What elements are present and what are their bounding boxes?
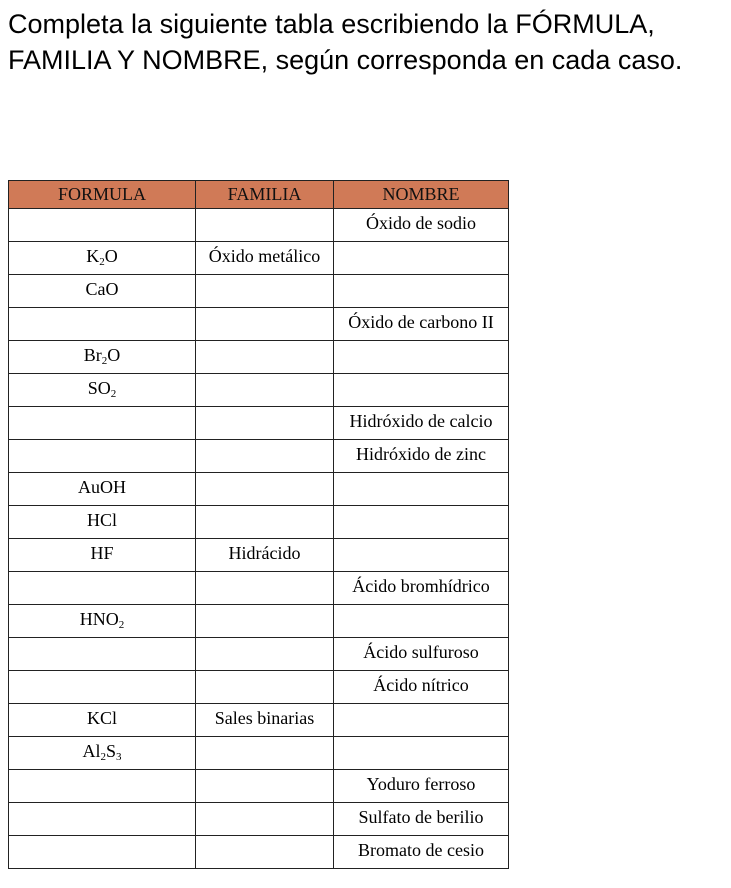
nombre-cell[interactable]	[334, 242, 509, 275]
table-row	[9, 209, 509, 242]
nombre-cell[interactable]: Sulfato de berilio	[334, 803, 509, 836]
nombre-cell[interactable]: Hidróxido de calcio	[334, 407, 509, 440]
table-body	[9, 209, 509, 869]
formula-cell[interactable]: $Al_2S_3$	[9, 737, 196, 770]
familia-cell[interactable]: Sales binarias	[196, 704, 334, 737]
formula-cell[interactable]: $Br_2O$	[9, 341, 196, 374]
formula-cell[interactable]	[9, 638, 196, 671]
familia-cell[interactable]	[196, 209, 334, 242]
familia-cell[interactable]	[196, 473, 334, 506]
familia-cell[interactable]: Hidrácido	[196, 539, 334, 572]
nombre-cell[interactable]	[334, 341, 509, 374]
table-row	[9, 704, 509, 737]
familia-cell[interactable]	[196, 275, 334, 308]
formula-cell[interactable]	[9, 209, 196, 242]
nombre-cell[interactable]: Yoduro ferroso	[334, 770, 509, 803]
nombre-cell[interactable]: Hidróxido de zinc	[334, 440, 509, 473]
formula-cell[interactable]	[9, 803, 196, 836]
familia-cell[interactable]	[196, 374, 334, 407]
table-row	[9, 242, 509, 275]
chemistry-table	[8, 180, 509, 869]
nombre-cell[interactable]: Ácido bromhídrico	[334, 572, 509, 605]
table-row	[9, 836, 509, 869]
formula-cell[interactable]: AuOH	[9, 473, 196, 506]
nombre-cell[interactable]	[334, 506, 509, 539]
formula-cell[interactable]: $SO_2$	[9, 374, 196, 407]
table-row	[9, 803, 509, 836]
table-row	[9, 341, 509, 374]
formula-cell[interactable]: CaO	[9, 275, 196, 308]
formula-cell[interactable]	[9, 440, 196, 473]
familia-cell[interactable]	[196, 605, 334, 638]
familia-cell[interactable]	[196, 638, 334, 671]
formula-cell[interactable]	[9, 572, 196, 605]
table-row	[9, 539, 509, 572]
familia-cell[interactable]	[196, 572, 334, 605]
nombre-cell[interactable]: Óxido de sodio	[334, 209, 509, 242]
familia-cell[interactable]	[196, 407, 334, 440]
nombre-cell[interactable]: Bromato de cesio	[334, 836, 509, 869]
nombre-cell[interactable]	[334, 737, 509, 770]
table-row	[9, 374, 509, 407]
table-row	[9, 770, 509, 803]
familia-cell[interactable]	[196, 671, 334, 704]
nombre-cell[interactable]	[334, 374, 509, 407]
familia-cell[interactable]: Óxido metálico	[196, 242, 334, 275]
instructions-text: Completa la siguiente tabla escribiendo la FÓRMULA, FAMILIA Y NOMBRE, según corresponda en cada caso.	[8, 9, 683, 75]
formula-cell[interactable]	[9, 836, 196, 869]
formula-cell[interactable]	[9, 407, 196, 440]
formula-cell[interactable]	[9, 308, 196, 341]
nombre-cell[interactable]: Óxido de carbono II	[334, 308, 509, 341]
familia-cell[interactable]	[196, 770, 334, 803]
header-row	[9, 181, 509, 209]
familia-cell[interactable]	[196, 803, 334, 836]
formula-cell[interactable]: HCl	[9, 506, 196, 539]
familia-cell[interactable]	[196, 836, 334, 869]
formula-cell[interactable]: $K_2O$	[9, 242, 196, 275]
table-row	[9, 275, 509, 308]
table-row	[9, 308, 509, 341]
table-row	[9, 605, 509, 638]
table-row	[9, 506, 509, 539]
formula-cell[interactable]	[9, 671, 196, 704]
familia-cell[interactable]	[196, 308, 334, 341]
formula-cell[interactable]: $HNO_2$	[9, 605, 196, 638]
familia-cell[interactable]	[196, 440, 334, 473]
header-familia: FAMILIA	[196, 181, 334, 209]
nombre-cell[interactable]	[334, 275, 509, 308]
formula-cell[interactable]: HF	[9, 539, 196, 572]
familia-cell[interactable]	[196, 737, 334, 770]
formula-cell[interactable]	[9, 770, 196, 803]
nombre-cell[interactable]	[334, 473, 509, 506]
table-row	[9, 572, 509, 605]
familia-cell[interactable]	[196, 506, 334, 539]
table-row	[9, 440, 509, 473]
nombre-cell[interactable]	[334, 539, 509, 572]
familia-cell[interactable]	[196, 341, 334, 374]
nombre-cell[interactable]: Ácido sulfuroso	[334, 638, 509, 671]
table-row	[9, 671, 509, 704]
nombre-cell[interactable]: Ácido nítrico	[334, 671, 509, 704]
header-formula: FORMULA	[9, 181, 196, 209]
header-nombre: NOMBRE	[334, 181, 509, 209]
table-row	[9, 473, 509, 506]
table-row	[9, 737, 509, 770]
nombre-cell[interactable]	[334, 605, 509, 638]
formula-cell[interactable]: KCl	[9, 704, 196, 737]
nombre-cell[interactable]	[334, 704, 509, 737]
table-row	[9, 638, 509, 671]
table-row	[9, 407, 509, 440]
